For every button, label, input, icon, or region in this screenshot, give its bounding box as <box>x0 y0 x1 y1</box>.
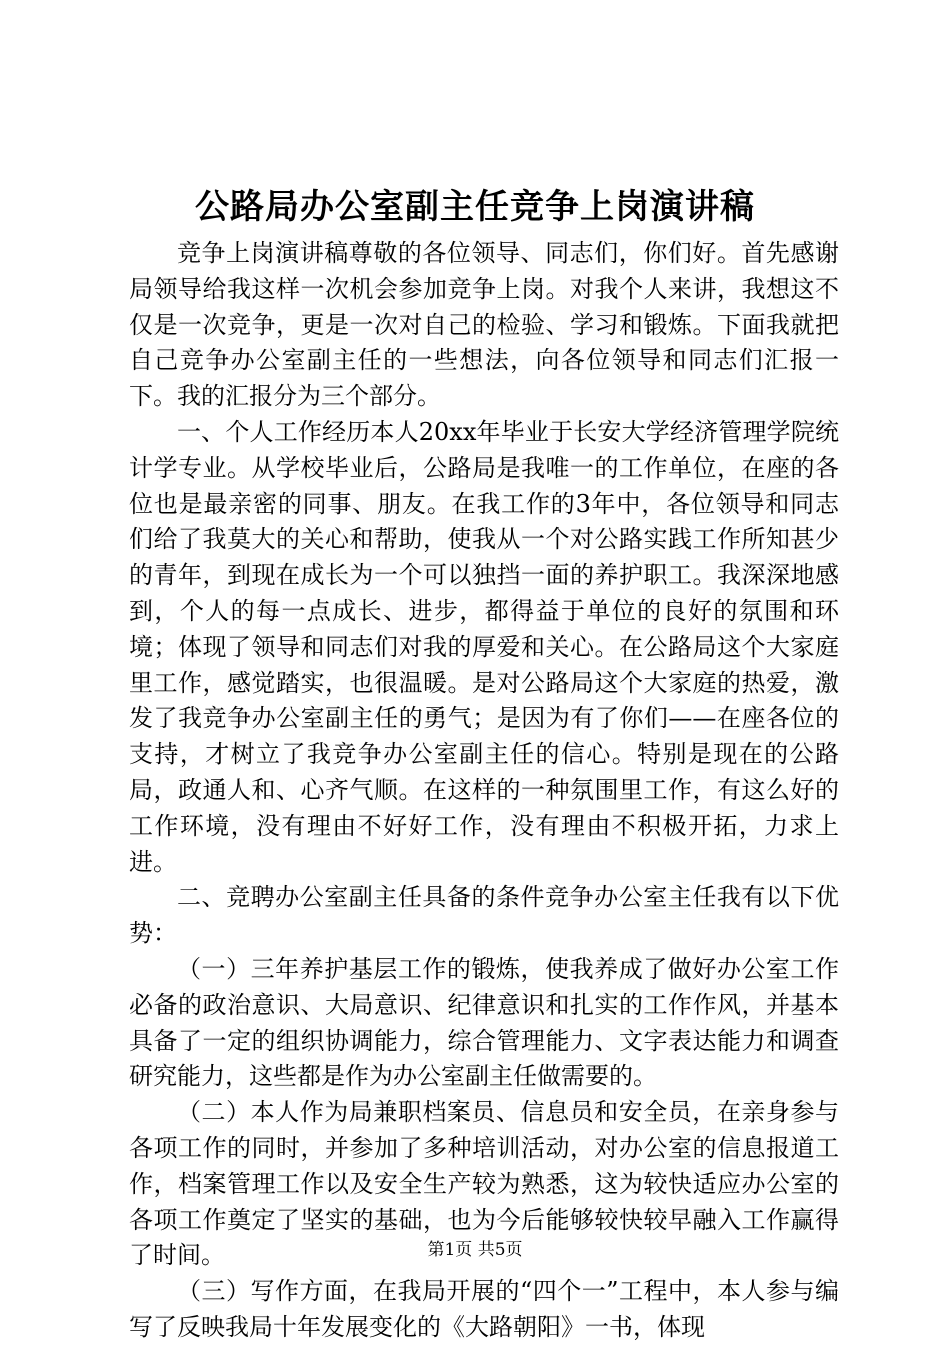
paragraph-advantage-3: （三）写作方面，在我局开展的“四个一”工程中，本人参与编写了反映我局十年发展变化的《大路朝阳》一书，体现 <box>129 1277 839 1341</box>
document-title: 公路局办公室副主任竞争上岗演讲稿 <box>195 187 755 227</box>
paragraph-advantage-1: （一）三年养护基层工作的锻炼，使我养成了做好办公室工作必备的政治意识、大局意识、纪律意识和扎实的工作作风，并基本具备了一定的组织协调能力，综合管理能力、文字表达能力和调查研究能力，这些都是作为办公室副主任做需要的。 <box>129 954 839 1091</box>
page-footer: 第1页 共5页 <box>427 1240 523 1260</box>
paragraph-advantage-2: （二）本人作为局兼职档案员、信息员和安全员，在亲身参与各项工作的同时，并参加了多种培训活动，对办公室的信息报道工作，档案管理工作以及安全生产较为熟悉，这为较快适应办公室的各项工作奠定了坚实的基础，也为今后能够较快较早融入工作赢得了时间。 <box>129 1098 839 1270</box>
document-body <box>129 236 839 1346</box>
paragraph-intro: 竞争上岗演讲稿尊敬的各位领导、同志们，你们好。首先感谢局领导给我这样一次机会参加竞争上岗。对我个人来讲，我想这不仅是一次竞争，更是一次对自己的检验、学习和锻炼。下面我就把自己竞争办公室副主任的一些想法，向各位领导和同志们汇报一下。我的汇报分为三个部分。 <box>129 239 839 411</box>
paragraph-section-2: 二、竞聘办公室副主任具备的条件竞争办公室主任我有以下优势： <box>129 883 839 948</box>
paragraph-section-1: 一、个人工作经历本人20xx年毕业于长安大学经济管理学院统计学专业。从学校毕业后，公路局是我唯一的工作单位，在座的各位也是最亲密的同事、朋友。在我工作的3年中，各位领导和同志们给了我莫大的关心和帮助，使我从一个对公路实践工作所知甚少的青年，到现在成长为一个可以独挡一面的养护职工。我深深地感到，个人的每一点成长、进步，都得益于单位的良好的氛围和环境；体现了领导和同志们对我的厚爱和关心。在公路局这个大家庭里工作，感觉踏实，也很温暖。是对公路局这个大家庭的热爱，激发了我竞争办公室副主任的勇气；是因为有了你们——在座各位的支持，才树立了我竞争办公室副主任的信心。特别是现在的公路局，政通人和、心齐气顺。在这样的一种氛围里工作，有这么好的工作环境，没有理由不好好工作，没有理由不积极开拓，力求上进。 <box>129 417 839 876</box>
